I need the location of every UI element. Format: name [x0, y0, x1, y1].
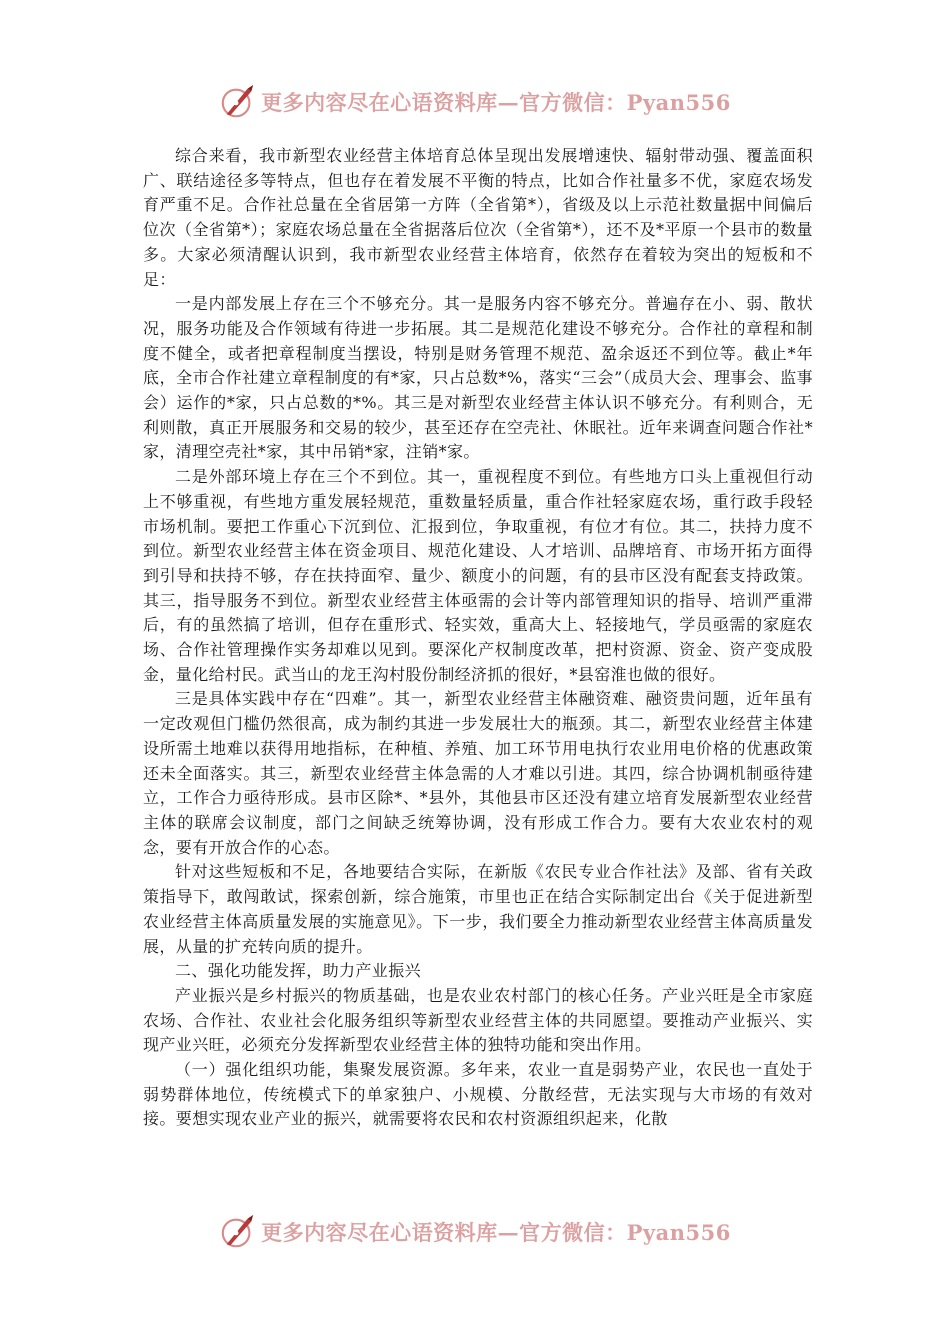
header-watermark-banner	[0, 80, 950, 124]
paragraph: 综合来看，我市新型农业经营主体培育总体呈现出发展增速快、辐射带动强、覆盖面积广、联结途径多等特点，但也存在着发展不平衡的特点，比如合作社量多不优，家庭农场发育严重不足。合作社总量在全省居第一方阵（全省第*），省级及以上示范社数量据中间偏后位次（全省第*）；家庭农场总量在全省据落后位次（全省第*），还不及*平原一个县市的数量多。大家必须清醒认识到，我市新型农业经营主体培育，依然存在着较为突出的短板和不足：	[143, 146, 813, 289]
paragraph: 针对这些短板和不足，各地要结合实际，在新版《农民专业合作社法》及部、省有关政策指导下，敢闯敢试，探索创新，综合施策，市里也正在结合实际制定出台《关于促进新型农业经营主体高质量发展的实施意见》。下一步，我们要全力推动新型农业经营主体高质量发展，从量的扩充转向质的提升。	[143, 862, 813, 956]
paragraph: 二是外部环境上存在三个不到位。其一，重视程度不到位。有些地方口头上重视但行动上不够重视，有些地方重发展轻规范，重数量轻质量，重合作社轻家庭农场，重行政手段轻市场机制。要把工作重心下沉到位、汇报到位，争取重视，有位才有位。其二，扶持力度不到位。新型农业经营主体在资金项目、规范化建设、人才培训、品牌培育、市场开拓方面得到引导和扶持不够，存在扶持面窄、量少、额度小的问题，有的县市区没有配套支持政策。其三，指导服务不到位。新型农业经营主体亟需的会计等内部管理知识的指导、培训严重滞后，有的虽然搞了培训，但存在重形式、轻实效，重高大上、轻接地气，学员亟需的家庭农场、合作社管理操作实务却难以见到。要深化产权制度改革，把村资源、资金、资产变成股金，量化给村民。武当山的龙王沟村股份制经济抓的很好，*县窑淮也做的很好。	[143, 467, 813, 684]
watermark-text: 更多内容尽在心语资料库—官方微信：Pyan556	[261, 1220, 731, 1245]
footer-watermark-banner	[0, 1210, 950, 1254]
paragraph: 一是内部发展上存在三个不够充分。其一是服务内容不够充分。普遍存在小、弱、散状况，服务功能及合作领域有待进一步拓展。其二是规范化建设不够充分。合作社的章程和制度不健全，或者把章程制度当摆设，特别是财务管理不规范、盈余返还不到位等。截止*年底，全市合作社建立章程制度的有*家，只占总数*%，落实“三会”（成员大会、理事会、监事会）运作的*家，只占总数的*%。其三是对新型农业经营主体认识不够充分。有利则合，无利则散，真正开展服务和交易的较少，甚至还存在空壳社、休眠社。近年来调查问题合作社*家，清理空壳社*家，其中吊销*家，注销*家。	[143, 294, 813, 462]
paragraph: 产业振兴是乡村振兴的物质基础，也是农业农村部门的核心任务。产业兴旺是全市家庭农场、合作社、农业社会化服务组织等新型农业经营主体的共同愿望。要推动产业振兴、实现产业兴旺，必须充分发挥新型农业经营主体的独特功能和突出作用。	[143, 985, 813, 1055]
paragraph: 三是具体实践中存在“四难”。其一，新型农业经营主体融资难、融资贵问题，近年虽有一定改观但门槛仍然很高，成为制约其进一步发展壮大的瓶颈。其二，新型农业经营主体建设所需土地难以获得用地指标，在种植、养殖、加工环节用电执行农业用电价格的优惠政策还未全面落实。其三，新型农业经营主体急需的人才难以引进。其四，综合协调机制亟待建立，工作合力亟待形成。县市区除*、*县外，其他县市区还没有建立培育发展新型农业经营主体的联席会议制度，部门之间缺乏统筹协调，没有形成工作合力。要有大农业农村的观念，要有开放合作的心态。	[143, 689, 813, 857]
paragraph: （一）强化组织功能，集聚发展资源。多年来，农业一直是弱势产业，农民也一直处于弱势群体地位，传统模式下的单家独户、小规模、分散经营，无法实现与大市场的有效对接。要想实现农业产业的振兴，就需要将农民和农村资源组织起来，化散	[143, 1060, 813, 1129]
section-heading: 二、强化功能发挥，助力产业振兴	[175, 961, 422, 981]
watermark-text: 更多内容尽在心语资料库—官方微信：Pyan556	[261, 90, 731, 115]
pen-quill-icon	[219, 83, 257, 121]
pen-quill-icon	[219, 1213, 257, 1251]
document-body	[143, 144, 813, 1132]
